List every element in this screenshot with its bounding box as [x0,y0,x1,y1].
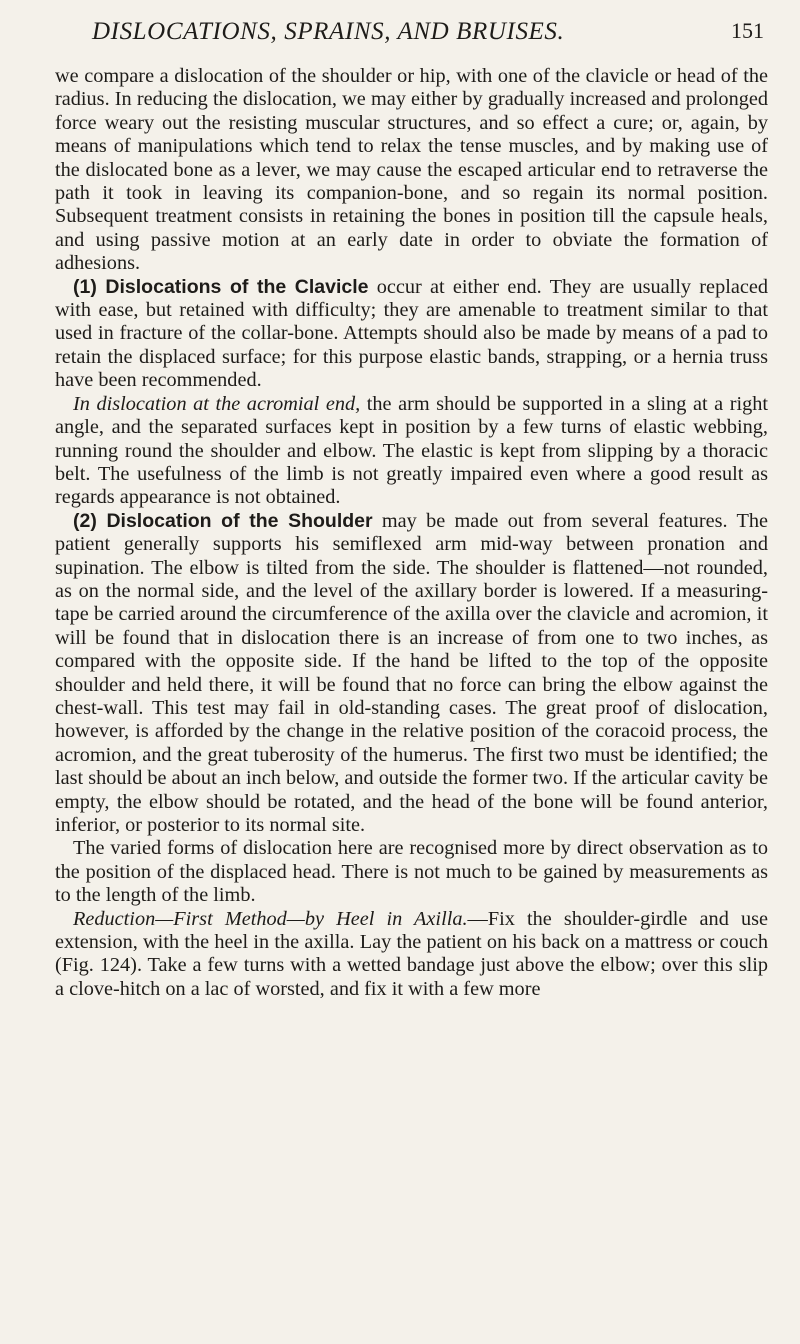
paragraph-continuation: we compare a dislocation of the shoulder or hip, with one of the clavicle or head of the radius. In reducing the dislocation, we may either by gradually increased and prolonged force weary out the resisting muscular structures, and so effect a cure; or, again, by means of manipulations which tend to relax the tense muscles, and by making use of the dislocated bone as a lever, we may cause the escaped articular end to retraverse the path it took in leaving its companion-bone, and so regain its normal position. Subsequent treatment consists in retaining the bones in position till the capsule heals, and using passive motion at an early date in order to obviate the formation of adhesions. [55,65,768,275]
body-text [55,65,768,1001]
paragraph-shoulder [55,510,768,838]
subheading-acromial: In dislocation at the acromial end, [73,392,361,415]
section-heading-clavicle: (1) Dislocations of the Clavicle [73,275,369,298]
paragraph-reduction-text: —Fix the shoulder-girdle and use extension, with the heel in the axilla. Lay the patient on his back on a mattress or couch (Fig. 124). Take a few turns with a wetted bandage just above the elbow; over this slip a clove-hitch on a lac of worsted, and fix it with a few more [55,907,768,1000]
paragraph-clavicle-text: occur at either end. They are usually replaced with ease, but retained with difficulty; they are amenable to treatment similar to that used in fracture of the collar-bone. Attempts should also be made by means of a pad to retain the displaced surface; for this purpose elastic bands, strapping, or a hernia truss have been recommended. [55,275,768,392]
paragraph-shoulder-text: may be made out from several features. The patient generally supports his semiflexed arm mid-way between pronation and supination. The elbow is tilted from the side. The shoulder is flattened—not rounded, as on the normal side, and the level of the axillary border is lowered. If a measuring-tape be carried around the circumference of the axilla over the clavicle and acromion, it will be found that in dislocation there is an increase of from one to two inches, as compared with the opposite side. If the hand be lifted to the top of the opposite shoulder and held there, it will be found that no force can bring the elbow against the chest-wall. This test may fail in old-standing cases. The great proof of dislocation, however, is afforded by the change in the relative position of the coracoid process, the acromion, and the great tuberosity of the humerus. The first two must be identified; the last should be about an inch below, and outside the former two. If the articular cavity be empty, the elbow should be rotated, and the head of the bone will be found anterior, inferior, or posterior to its normal site. [55,509,768,836]
paragraph-acromial [55,393,768,510]
section-heading-shoulder: (2) Dislocation of the Shoulder [73,509,373,532]
running-title: DISLOCATIONS, SPRAINS, AND BRUISES. [92,18,565,45]
running-head [92,16,764,60]
paragraph-acromial-text: the arm should be supported in a sling at a right angle, and the separated surfaces kept in position by a few turns of elastic webbing, running round the shoulder and elbow. The elastic is kept from slipping by a thoracic belt. The usefulness of the limb is not greatly impaired even where a good result as regards appearance is not obtained. [55,392,768,509]
paragraph-reduction [55,908,768,1002]
paragraph-varied-forms: The varied forms of dislocation here are recognised more by direct observation as to the position of the displaced head. There is not much to be gained by measurements as to the length of the limb. [55,837,768,907]
paragraph-clavicle [55,276,768,393]
subheading-reduction: Reduction—First Method—by Heel in Axilla. [73,907,468,930]
page-number: 151 [731,18,764,43]
